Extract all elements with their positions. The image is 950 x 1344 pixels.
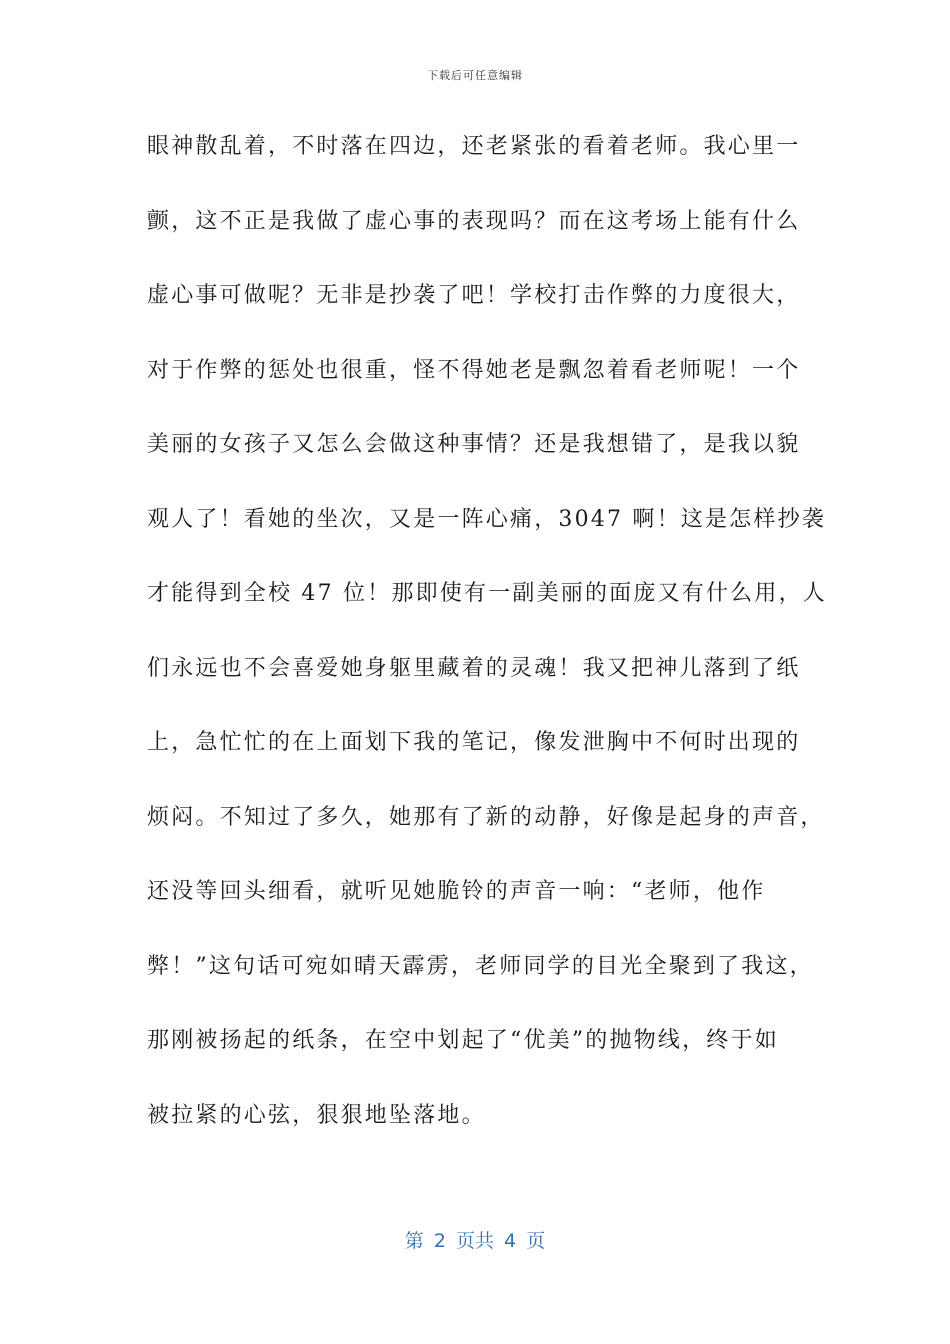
text-line: 们永远也不会喜爱她身躯里藏着的灵魂！我又把神儿落到了纸 (147, 655, 801, 681)
footer-prefix: 第 (404, 1230, 424, 1252)
text-line: 观人了！看她的坐次，又是一阵心痛，3047 啊！这是怎样抄袭 (147, 506, 826, 532)
text-line: 还没等回头细看，就听见她脆铃的声音一响：“老师，他作 (147, 879, 766, 904)
footer-page-number: 2 (433, 1230, 446, 1252)
header-note: 下载后可任意编辑 (427, 69, 523, 82)
page-footer (0, 1226, 950, 1253)
text-line: 对于作弊的惩处也很重，怪不得她老是飘忽着看老师呢！一个 (147, 357, 801, 383)
text-line: 颤，这不正是我做了虚心事的表现吗？而在这考场上能有什么 (147, 208, 801, 234)
text-line: 上，急忙忙的在上面划下我的笔记，像发泄胸中不何时出现的 (147, 730, 801, 755)
text-line: 眼神散乱着，不时落在四边，还老紧张的看着老师。我心里一 (147, 134, 801, 159)
text-line: 弊！”这句话可宛如晴天霹雳，老师同学的目光全聚到了我这， (147, 953, 814, 979)
footer-page-total: 4 (504, 1230, 517, 1252)
footer-suffix: 页 (526, 1230, 546, 1252)
footer-middle: 页共 (455, 1230, 494, 1252)
text-line: 美丽的女孩子又怎么会做这种事情？还是我想错了，是我以貌 (147, 432, 801, 457)
text-line: 才能得到全校 47 位！那即使有一副美丽的面庞又有什么用，人 (147, 581, 827, 606)
text-line: 虚心事可做呢？无非是抄袭了吧！学校打击作弊的力度很大， (147, 283, 801, 308)
text-line: 那刚被扬起的纸条，在空中划起了“优美”的抛物线，终于如 (147, 1028, 779, 1053)
body-text (147, 127, 827, 1170)
text-line: 被拉紧的心弦，狠狠地坠落地。 (147, 1102, 486, 1128)
text-line: 烦闷。不知过了多久，她那有了新的动静，好像是起身的声音， (147, 804, 825, 830)
